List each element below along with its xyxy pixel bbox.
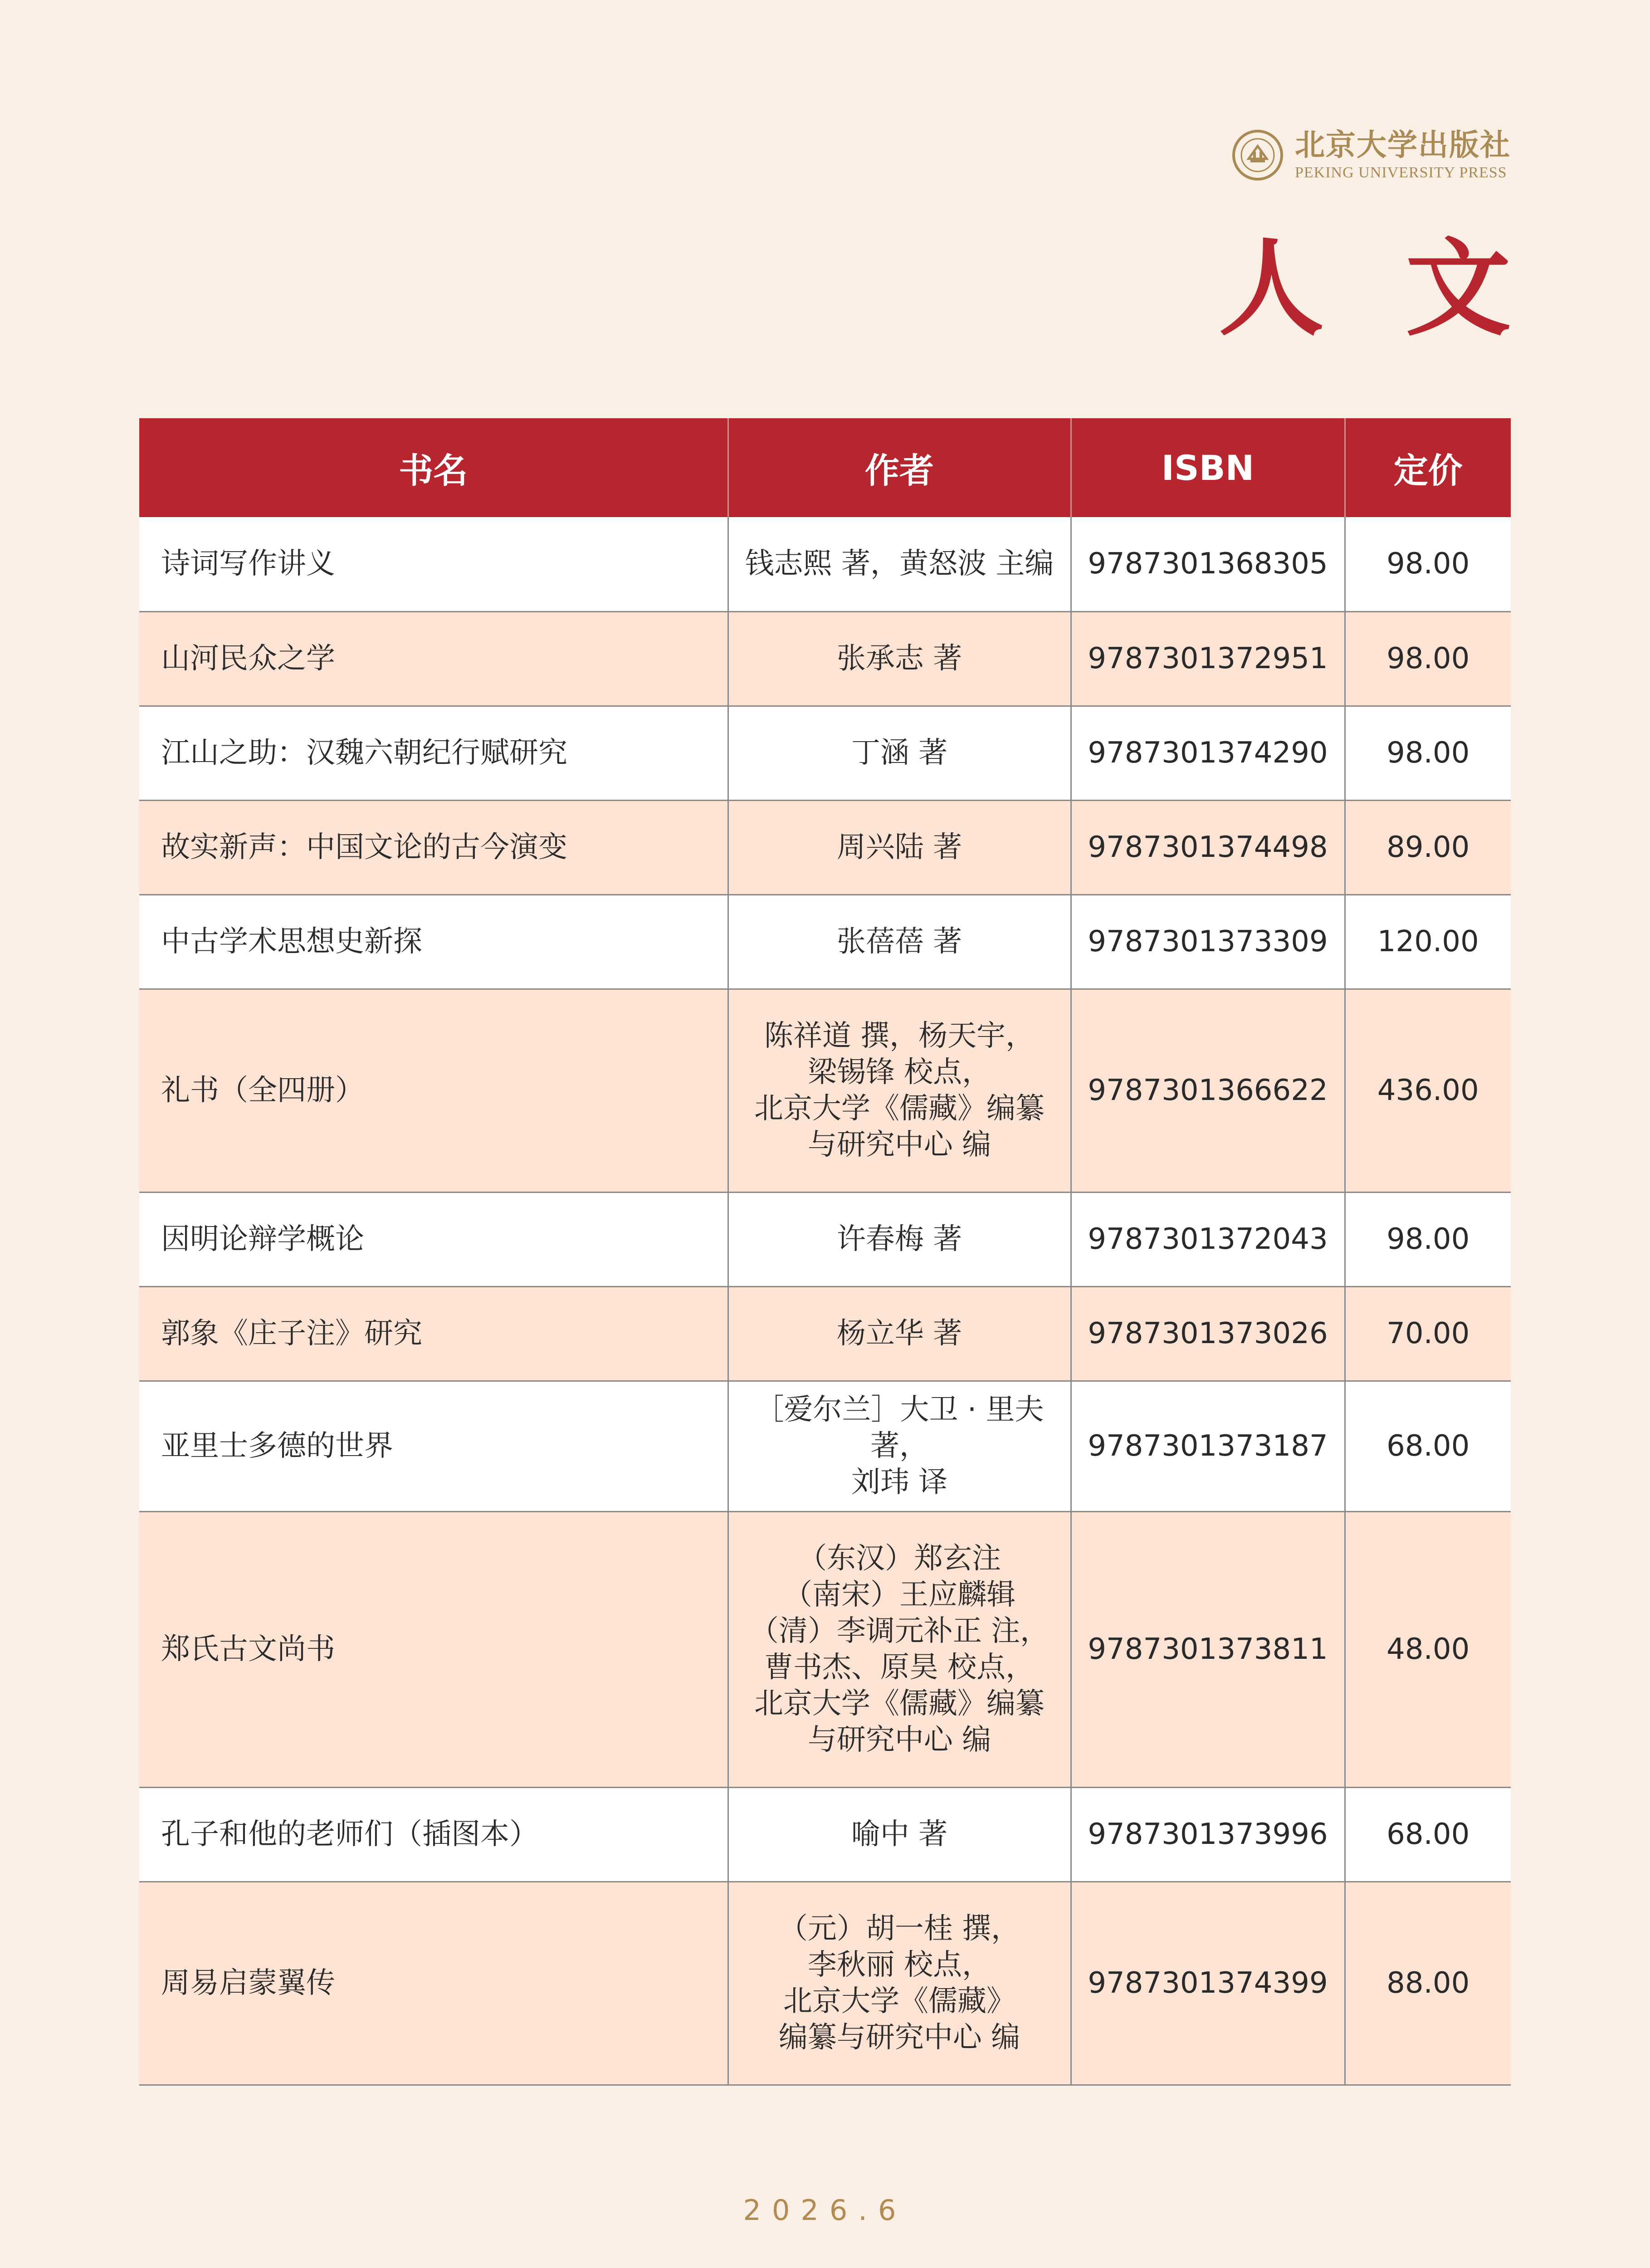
book-price: 120.00 [1345,894,1511,989]
author-line: 陈祥道 撰，杨天宇， [764,1019,1035,1053]
table-row [139,706,1511,800]
table-row [139,1381,1511,1511]
book-author [728,1882,1071,2085]
book-price: 48.00 [1345,1511,1511,1787]
book-isbn: 9787301374290 [1071,706,1345,800]
author-line: 编纂与研究中心 编 [778,2021,1020,2054]
book-isbn: 9787301373187 [1071,1381,1345,1511]
book-author [728,1787,1071,1882]
book-title: 周易启蒙翼传 [139,1882,728,2085]
author-line: 曹书杰、原昊 校点， [764,1651,1035,1684]
author-line: （清）李调元补正 注， [749,1614,1050,1648]
table-row [139,1882,1511,2085]
book-title: 孔子和他的老师们（插图本） [139,1787,728,1882]
author-line: 杨立华 著 [836,1317,962,1350]
header-price: 定价 [1345,418,1511,517]
book-price: 98.00 [1345,611,1511,706]
book-author [728,989,1071,1192]
book-title: 礼书（全四册） [139,989,728,1192]
author-line: 刘玮 译 [851,1466,948,1499]
author-line: 与研究中心 编 [807,1128,991,1162]
book-author [728,706,1071,800]
book-author [728,517,1071,611]
publisher-logo [1232,127,1511,181]
table-row [139,800,1511,894]
book-isbn: 9787301374498 [1071,800,1345,894]
author-line: 李秋丽 校点， [807,1948,991,1982]
book-isbn: 9787301372043 [1071,1192,1345,1286]
table-row [139,894,1511,989]
book-price: 436.00 [1345,989,1511,1192]
author-line: ［爱尔兰］大卫 · 里夫 著， [755,1393,1044,1463]
header-author: 作者 [728,418,1071,517]
author-line: 周兴陆 著 [836,831,962,864]
book-title: 山河民众之学 [139,611,728,706]
author-line: 北京大学《儒藏》编纂 [754,1092,1045,1125]
author-line: 许春梅 著 [836,1222,962,1256]
book-isbn: 9787301373026 [1071,1286,1345,1381]
book-isbn: 9787301373811 [1071,1511,1345,1787]
book-isbn: 9787301372951 [1071,611,1345,706]
table-row [139,517,1511,611]
table-header-row [139,418,1511,517]
book-author [728,1511,1071,1787]
book-price: 98.00 [1345,517,1511,611]
author-line: 北京大学《儒藏》 [783,1984,1015,2018]
book-author [728,894,1071,989]
book-price: 68.00 [1345,1787,1511,1882]
book-price: 98.00 [1345,1192,1511,1286]
book-price: 89.00 [1345,800,1511,894]
author-line: 喻中 著 [851,1818,948,1851]
section-title: 人文 [1218,226,1592,350]
book-author [728,1381,1071,1511]
book-isbn: 9787301366622 [1071,989,1345,1192]
book-author [728,611,1071,706]
header-isbn: ISBN [1071,418,1345,517]
author-line: 丁涵 著 [851,736,948,770]
book-isbn: 9787301368305 [1071,517,1345,611]
book-title: 中古学术思想史新探 [139,894,728,989]
table-row [139,1787,1511,1882]
book-title: 郑氏古文尚书 [139,1511,728,1787]
author-line: （东汉）郑玄注 [798,1542,1001,1575]
author-line: 张蓓蓓 著 [836,925,962,958]
book-title: 故实新声：中国文论的古今演变 [139,800,728,894]
issue-date: 2026.6 [743,2194,907,2227]
book-isbn: 9787301374399 [1071,1882,1345,2085]
book-author [728,800,1071,894]
book-isbn: 9787301373309 [1071,894,1345,989]
book-title: 因明论辩学概论 [139,1192,728,1286]
author-line: 张承志 著 [836,642,962,675]
book-author [728,1192,1071,1286]
table-row [139,1286,1511,1381]
book-price: 68.00 [1345,1381,1511,1511]
table-body [139,517,1511,2085]
publisher-name-en: PEKING UNIVERSITY PRESS [1295,164,1507,181]
book-list-table [139,418,1511,2086]
author-line: （元）胡一桂 撰， [778,1912,1020,1945]
publisher-name-cn: 北京大学出版社 [1295,127,1511,162]
book-title: 江山之助：汉魏六朝纪行赋研究 [139,706,728,800]
author-line: 与研究中心 编 [807,1723,991,1757]
table-row [139,1511,1511,1787]
book-price: 88.00 [1345,1882,1511,2085]
book-title: 亚里士多德的世界 [139,1381,728,1511]
author-line: 北京大学《儒藏》编纂 [754,1687,1045,1721]
university-seal-icon [1232,130,1283,181]
table-row [139,1192,1511,1286]
book-title: 郭象《庄子注》研究 [139,1286,728,1381]
table-row [139,611,1511,706]
book-author [728,1286,1071,1381]
author-line: 梁锡锋 校点， [807,1056,991,1089]
book-price: 70.00 [1345,1286,1511,1381]
author-line: 钱志熙 著，黄怒波 主编 [745,547,1054,581]
header-title: 书名 [139,418,728,517]
book-isbn: 9787301373996 [1071,1787,1345,1882]
author-line: （南宋）王应麟辑 [783,1578,1015,1612]
book-title: 诗词写作讲义 [139,517,728,611]
table-row [139,989,1511,1192]
book-price: 98.00 [1345,706,1511,800]
